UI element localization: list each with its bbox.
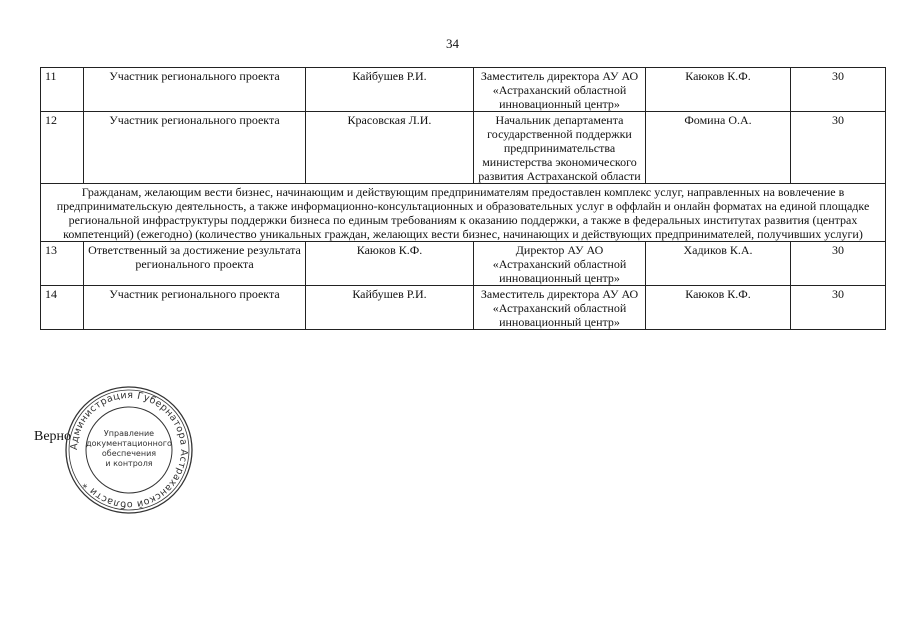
percent-cell: 30 (791, 112, 886, 184)
stamp-center-line: обеспечения (101, 449, 157, 458)
person-name-cell: Каюков К.Ф. (306, 242, 474, 286)
supervisor-cell: Каюков К.Ф. (646, 68, 791, 112)
stamp-ring-text: Администрация Губернатора Астраханской области * (68, 389, 190, 511)
table-row (41, 112, 886, 184)
row-number: 13 (41, 242, 84, 286)
percent-cell: 30 (791, 286, 886, 330)
position-cell: Начальник департамента государственной поддержки предпринимательства министерства экономического развития Астраханской области (474, 112, 646, 184)
position-cell: Заместитель директора АУ АО «Астраханский областной инновационный центр» (474, 68, 646, 112)
role-cell: Участник регионального проекта (84, 286, 306, 330)
section-header-row (41, 184, 886, 242)
table-row (41, 286, 886, 330)
position-cell: Директор АУ АО «Астраханский областной инновационный центр» (474, 242, 646, 286)
certified-label: Верно (34, 429, 72, 444)
stamp-center-line: документационного (86, 439, 172, 448)
table-row (41, 242, 886, 286)
stamp-center-line: и контроля (105, 459, 153, 468)
role-cell: Ответственный за достижение результата регионального проекта (84, 242, 306, 286)
row-number: 12 (41, 112, 84, 184)
supervisor-cell: Фомина О.А. (646, 112, 791, 184)
position-cell: Заместитель директора АУ АО «Астраханский областной инновационный центр» (474, 286, 646, 330)
table-row (41, 68, 886, 112)
percent-cell: 30 (791, 242, 886, 286)
row-number: 14 (41, 286, 84, 330)
person-name-cell: Кайбушев Р.И. (306, 68, 474, 112)
supervisor-cell: Каюков К.Ф. (646, 286, 791, 330)
percent-cell: 30 (791, 68, 886, 112)
section-description: Гражданам, желающим вести бизнес, начинающим и действующим предпринимателям предоставлен комплекс услуг, направленных на вовлечение в предпринимательскую деятельность, а также информационно-консультационных и образовательных услуг в оффлайн и онлайн форматах на единой площадке региональной инфраструктуры поддержки бизнеса по единым требованиям к оказанию поддержки, а также в федеральных институтах развития (центрах компетенций) (ежегодно) (количество уникальных граждан, желающих вести бизнес, начинающих и действующих предпринимателей, получивших услуги) (41, 184, 886, 242)
person-name-cell: Красовская Л.И. (306, 112, 474, 184)
responsibility-table (40, 67, 886, 330)
stamp-center-line: Управление (103, 429, 155, 438)
supervisor-cell: Хадиков К.А. (646, 242, 791, 286)
row-number: 11 (41, 68, 84, 112)
role-cell: Участник регионального проекта (84, 112, 306, 184)
person-name-cell: Кайбушев Р.И. (306, 286, 474, 330)
official-stamp (63, 384, 195, 516)
role-cell: Участник регионального проекта (84, 68, 306, 112)
page-number: 34 (446, 36, 459, 51)
